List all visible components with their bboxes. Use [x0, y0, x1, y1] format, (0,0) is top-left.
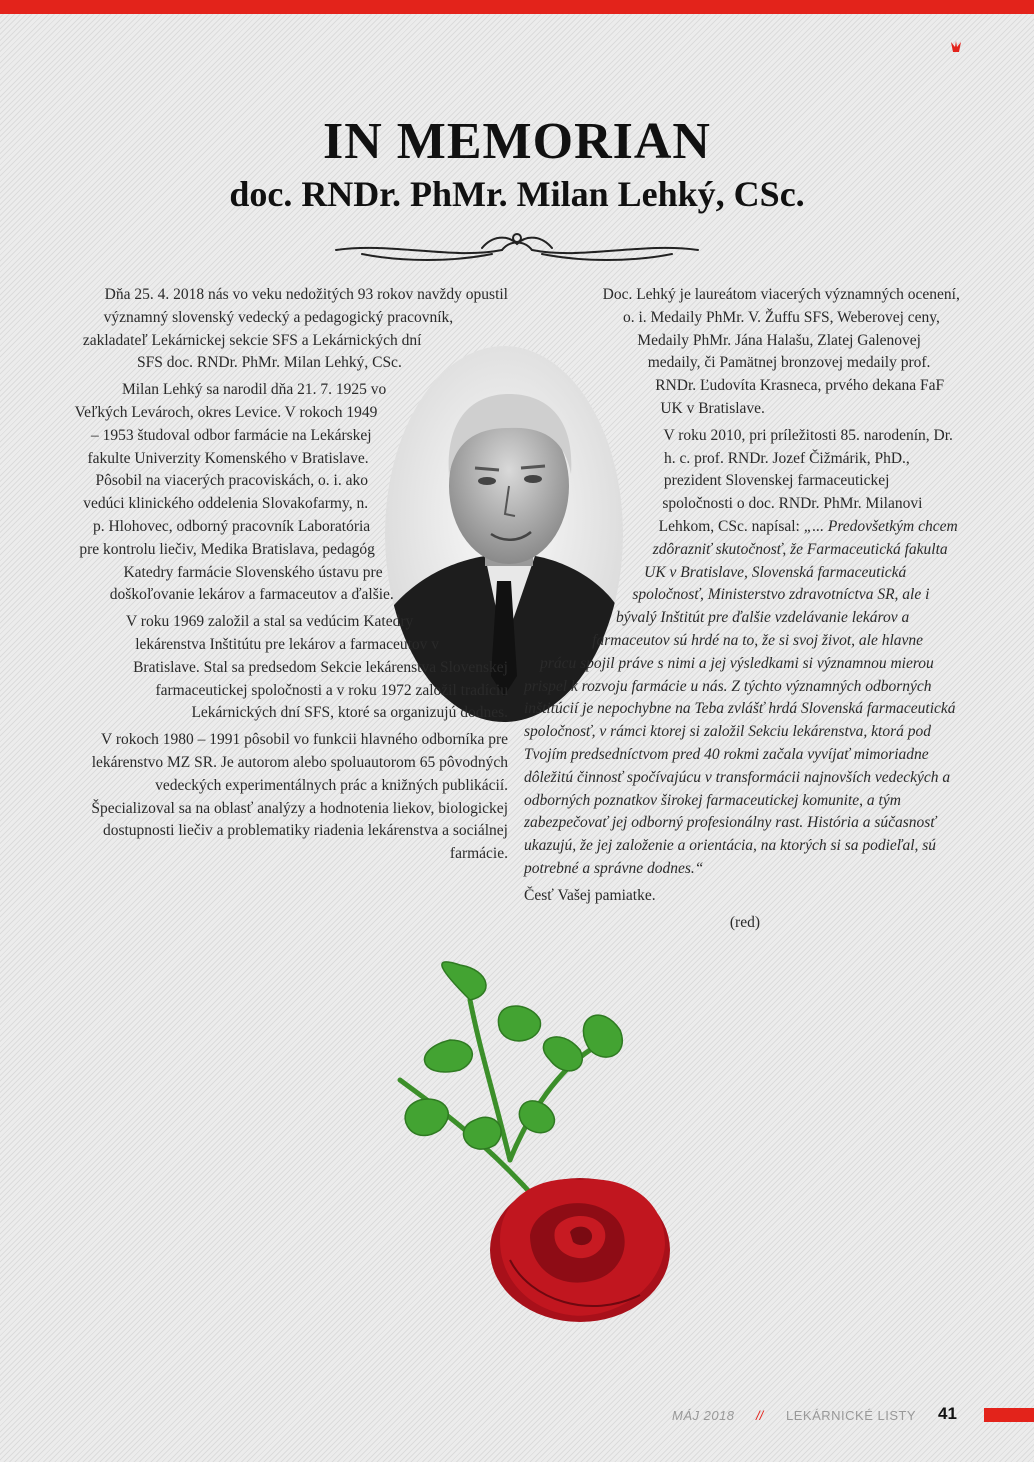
person-name-subtitle: doc. RNDr. PhMr. Milan Lehký, CSc.: [229, 174, 805, 214]
paragraph: Milan Lehký sa narodil dňa 21. 7. 1925 vo Veľkých Levároch, okres Levice. V rokoch 1949 – 1953 študoval odbor farmácie na Lekárskej fakulte Univerzity Komenského v Bratislave. Pôsobil na viacerých pracoviskách, o. i. ako vedúci klinického oddelenia Slovakofarmy, n. p. Hlohovec, odborný pracovník Laboratória pre kontrolu liečiv, Medika Bratislava, pedagóg Katedry farmácie Slovenského ústavu pre doškoľovanie lekárov a farmaceutov a ďalšie.: [74, 381, 394, 604]
author-signature: (red): [729, 913, 760, 931]
magazine-logo-icon: [950, 40, 962, 54]
footer-accent-bar: [984, 1408, 1034, 1422]
rose-bloom: [490, 1178, 670, 1322]
right-text-column: [524, 284, 960, 938]
paragraph: Doc. Lehký je laureátom viacerých významných ocenení, o. i. Medaily PhMr. V. Žuffu SFS, Weberovej ceny, Medaily PhMr. Jána Halašu, Zlatej Galenovej medaily, či Pamätnej bronzovej medaily prof. RNDr. Ľudovíta Krasneca, prvého dekana FaF UK v Bratislave.: [602, 286, 960, 417]
paragraph: V roku 1969 založil a stal sa vedúcim Katedry lekárenstva Inštitútu pre lekárov a farmaceutov v Bratislave. Stal sa predsedom Sekcie lekárenstva Slovenskej farmaceutickej spoločnosti a v roku 1972 založil tradíciu Lekárnických dní SFS, ktoré sa organizujú dodnes.: [126, 613, 508, 722]
quote-text: „... Predovšetkým chcem zdôrazniť skutočnosť, že Farmaceutická fakulta UK v Bratislave, Slovenská farmaceutická spoločnosť, Ministerstvo zdravotníctva SR, ale i bývalý Inštitút pre ďalšie vzdelávanie lekárov a farmaceutov sú hrdé na to, že si svoj život, ale hlavne prácu spojil práve s nimi a jej výsledkami si významnou mierou prispel k rozvoju farmácie u nás. Z týchto významných odborných inštitúcií je nepochybne na Teba zvlášť hrdá Slovenská farmaceutická spoločnosť, v rámci ktorej si založil Sekciu lekárenstva, ktorá pod Tvojím predsedníctvom pred 40 rokmi začala vyvíjať mimoriadne dôležitú činnosť spočívajúcu v transformácii najnovších vedeckých a odborných poznatkov širokej farmaceutickej komunite, a tým zabezpečovať jej odborný profesionálny rast. História a súčasnosť ukazujú, že jej založenie a orientácia, na ktorých si sa podieľal, sú potrebné a správne dodnes.“: [524, 517, 958, 877]
top-accent-bar: [0, 0, 1034, 14]
left-text-column: [72, 284, 508, 870]
quote-intro: V roku 2010, pri príležitosti 85. narodenín, Dr. h. c. prof. RNDr. Jozef Čižmárik, PhD., prezident Slovenskej farmaceutickej spoločnosti o doc. RNDr. PhMr. Milanovi Lehkom, CSc. napísal:: [658, 426, 953, 535]
ornament-divider: [332, 226, 702, 264]
paragraph: Dňa 25. 4. 2018 nás vo veku nedožitých 93 rokov navždy opustil významný slovenský vedecký a pedagogický pracovník, zakladateľ Lekárnickej sekcie SFS a Lekárnických dní SFS doc. RNDr. PhMr. Milan Lehký, CSc.: [82, 286, 508, 372]
magazine-name: LEKÁRNICKÉ LISTY: [786, 1408, 917, 1423]
page-title: IN MEMORIAN: [323, 113, 711, 170]
red-rose-image: [380, 960, 700, 1340]
closing-line: Česť Vašej pamiatke.: [524, 886, 656, 904]
footer-separator: //: [756, 1408, 764, 1423]
page-number: 41: [938, 1404, 957, 1423]
issue-date: MÁJ 2018: [672, 1408, 735, 1423]
paragraph: V rokoch 1980 – 1991 pôsobil vo funkcii hlavného odborníka pre lekárenstvo MZ SR. Je autorom alebo spoluautorom 65 pôvodných vedeckých experimentálnych prác a knižných publikácií. Špecializoval sa na oblasť analýzy a hodnotenia liekov, biologickej dostupnosti liečiv a problematiky riadenia lekárenstva a sociálnej farmácie.: [91, 731, 508, 863]
